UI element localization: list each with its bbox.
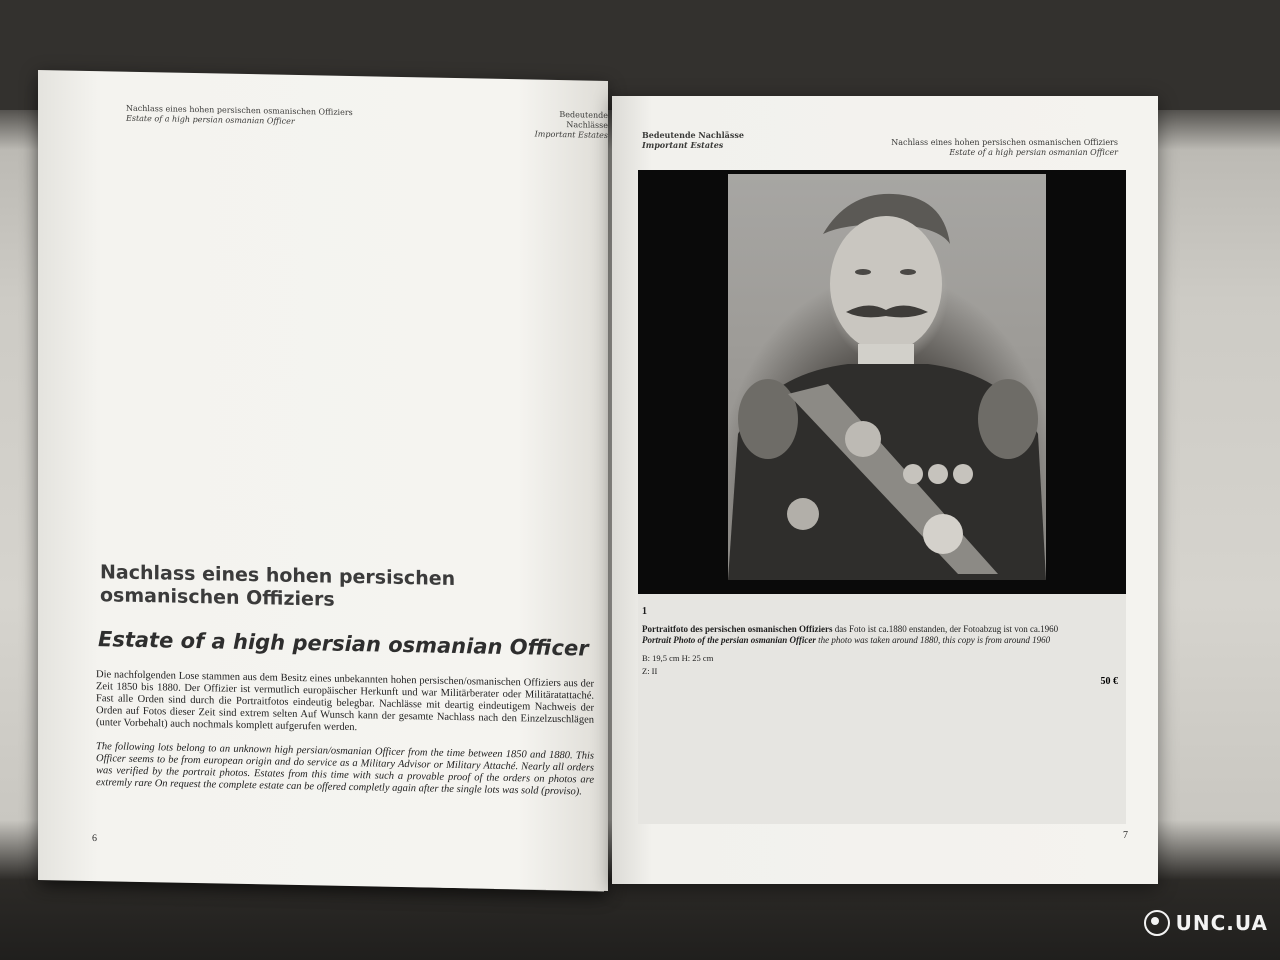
portrait-illustration [728,174,1046,580]
photo-plate [638,170,1126,594]
running-head-right: Nachlass eines hohen persischen osmanischen Offiziers Estate of a high persian osmanian Officer [891,138,1118,157]
watermark-text: UNC.UA [1175,911,1268,935]
portrait-photo [728,174,1046,580]
heading-german: Nachlass eines hohen persischen osmanischen Offiziers [100,561,456,611]
page-number: 6 [92,833,97,845]
lot-price: 50 € [1100,676,1118,687]
page-number: 7 [1123,830,1128,841]
left-page [38,70,608,891]
right-page [612,96,1158,884]
lot-condition: Z: II [642,666,658,676]
lot-dimensions: B: 19,5 cm H: 25 cm [642,653,714,663]
running-head-left: Nachlass eines hohen persischen osmanischen Offiziers Estate of a high persian osmanian Officer [126,103,353,126]
heading-english: Estate of a high persian osmanian Officer [98,627,589,661]
star-burst-logo-icon [1144,910,1170,936]
body-text-english: The following lots belong to an unknown high persian/osmanian Officer from the time between 1850 and 1880. This Officer seems to be from european origin and do service as a Military Advisor or Military Attaché. Nearly all orders was verified by the portrait photos. Estates from this time with such a provable proof of the orders on photos are extremly rare On request the complete estate can be offered completly again after the single lots was sold (proviso). [96,741,594,798]
body-text-german: Die nachfolgenden Lose stammen aus dem Besitz eines unbekannten hohen persischen/osmanischen Offiziers aus der Zeit 1850 bis 1880. Der Offizier ist vermutlich europäischer Herkunft und war Militärberater oder Militäratattaché. Fast alle Orden sind durch die Portraitfotos eindeutig belegbar. Nachlässe mit deartig eindeutigem Nachweis der Orden auf Fotos dieser Zeit sind extrem selten Auf Wunsch kann der gesamte Nachlass nach den Einzelzuschlägen (unter Vorbehalt) auch nochmals komplett aufgerufen werden. [96,669,594,734]
lot-description-english: Portrait Photo of the persian osmanian Officer the photo was taken around 1880, this copy is from around 1960 [642,635,1051,645]
lot-description-german: Portraitfoto des persischen osmanischen Offiziers das Foto ist ca.1880 enstanden, der Fotoabzug ist von ca.1960 [642,624,1059,634]
running-head-left: Bedeutende Nachlässe Important Estates [642,130,744,150]
running-head-right: Bedeutende Nachlässe Important Estates [534,110,608,140]
lot-title-german: Portraitfoto des persischen osmanischen Offiziers [642,624,833,634]
lot-title-english: Portrait Photo of the persian osmanian Officer [642,635,816,645]
watermark [1144,910,1268,936]
lot-number: 1 [642,606,647,617]
lot-caption [642,606,1128,678]
